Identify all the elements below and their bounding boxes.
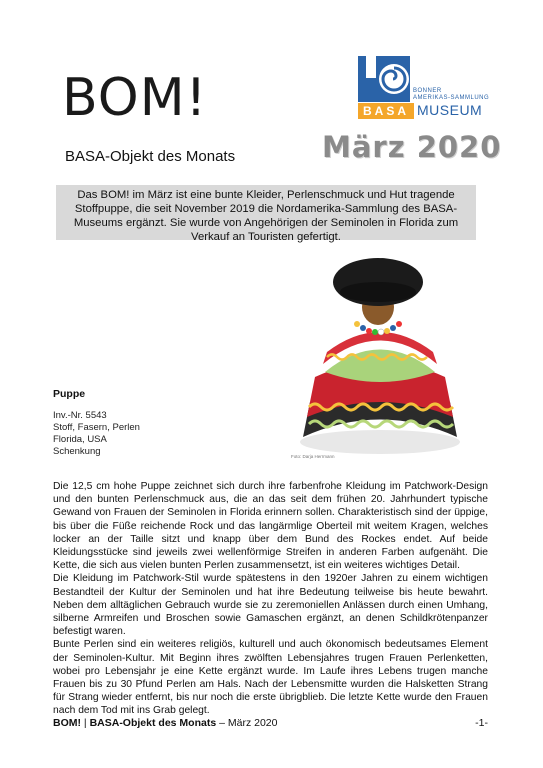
issue-month: März 2020 (322, 130, 502, 164)
page-number: -1- (475, 717, 488, 729)
footer-separator: | (81, 717, 90, 729)
photo-credit: Foto: Darja Herrmann (291, 454, 335, 459)
logo-museum-label: MUSEUM (417, 102, 483, 118)
logo-caption-line2: AMERIKAS-SAMMLUNG (413, 95, 490, 101)
object-material: Stoff, Fasern, Perlen (53, 422, 140, 433)
logo-basa-label: BASA (358, 103, 414, 119)
logo-caption-line1: BONNER (413, 88, 442, 94)
page-subtitle: BASA-Objekt des Monats (65, 148, 236, 165)
article-body (53, 480, 488, 718)
doll-photo (285, 252, 475, 462)
logo-caption (413, 88, 513, 102)
object-origin: Florida, USA (53, 434, 107, 445)
page-footer (53, 717, 488, 729)
object-metadata (53, 410, 140, 458)
page-title: BOM! (62, 68, 208, 128)
object-title: Puppe (53, 388, 86, 400)
footer-series: BASA-Objekt des Monats (89, 717, 217, 729)
object-acquisition: Schenkung (53, 446, 101, 457)
object-inventory: Inv.-Nr. 5543 (53, 410, 107, 421)
intro-box: Das BOM! im März ist eine bunte Kleider, Perlenschmuck und Hut tragende Stoffpuppe, die seit November 2019 die Nordamerika-Sammlung des BASA-Museums ergänzt. Sie wurde von Angehörigen der Seminolen in Florida zum Verkauf an Touristen gefertigt. (56, 185, 476, 240)
footer-bom: BOM! (53, 717, 81, 729)
body-paragraph: Die Kleidung im Patchwork-Stil wurde spätestens in den 1920er Jahren zu einem wichtigen Bestandteil der Kultur der Seminolen und hat ihre Bedeutung teilweise bis heute bewahrt. Neben dem alltäglichen Gebrauch wurde sie zu zeremoniellen Anlässen durch einen Umhang, silberne Armreifen und Broschen sowie Gamaschen ergänzt, an denen Schildkrötenpanzer befestigt waren. (53, 573, 488, 638)
body-paragraph: Bunte Perlen sind ein weiteres religiös, kulturell und auch ökonomisch bedeutsames Element der Seminolen-Kultur. Mit Beginn ihres zwölften Lebensjahres trugen Frauen Perlenketten, wobei pro Lebensjahr je eine Kette ergänzt wurde. Im Laufe ihres Lebens trugen manche Frauen bis zu 30 Pfund Perlen am Hals. Nach der Lebensmitte wurden die Halsketten Strang für Strang wieder entfernt, bis nur noch die erste übrigblieb. Die letzte Kette wurde den Frauen nach dem Tod mit ins Grab gelegt. (53, 639, 488, 717)
footer-month: März 2020 (227, 717, 278, 729)
body-paragraph: Die 12,5 cm hohe Puppe zeichnet sich durch ihre farbenfrohe Kleidung im Patchwork-Design und den bunten Perlenschmuck aus, die an das seit dem frühen 20. Jahrhundert typische Gewand von Frauen der Seminolen in Florida erinnern sollen. Charakteristisch sind der üppige, bis über die Füße reichende Rock und das langärmlige Oberteil mit weitem Kragen, welches locker an der Taille sitzt und knapp über dem Bund des Rockes endet. Auf beide Kleidungsstücke sind jeweils zwei wellenförmige Streifen in anderen Farben aufgenäht. Die Kette, die sich aus vielen bunten Perlen zusammensetzt, ist ein weiteres wichtiges Detail. (53, 481, 488, 572)
footer-dash: – (216, 717, 228, 729)
